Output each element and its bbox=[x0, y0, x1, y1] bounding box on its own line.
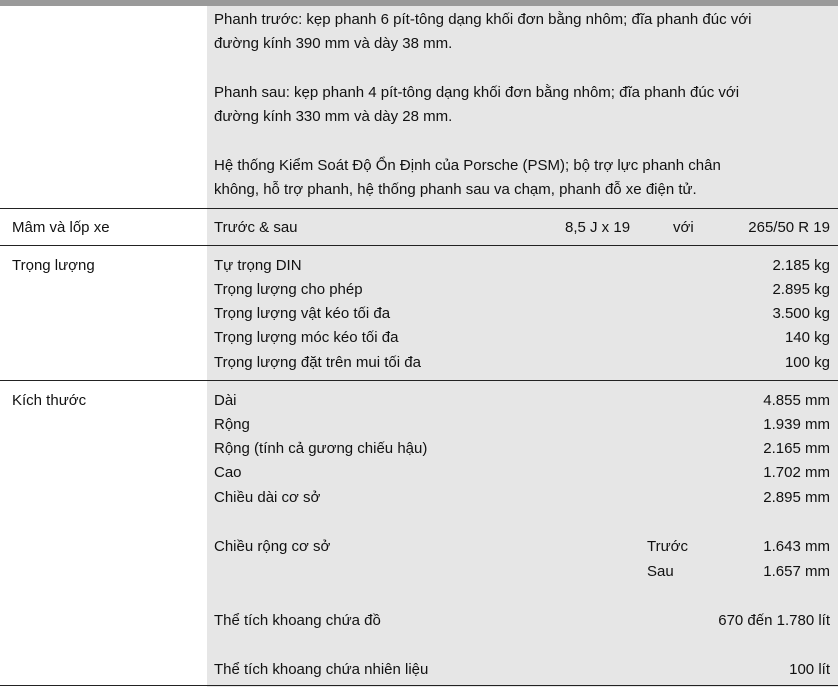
luggage-volume-label: Thể tích khoang chứa đồ bbox=[214, 612, 381, 629]
divider bbox=[0, 245, 838, 246]
weight-row-name: Trọng lượng vật kéo tối đa bbox=[214, 305, 391, 322]
wheels-label: Mâm và lốp xe bbox=[12, 219, 110, 236]
track-front-label: Trước bbox=[647, 538, 688, 555]
weight-row-value: 2.895 kg bbox=[772, 281, 830, 298]
weight-row-name: Trọng lượng đặt trên mui tối đa bbox=[214, 354, 421, 371]
track-width-label: Chiều rộng cơ sở bbox=[214, 538, 331, 555]
track-front-value: 1.643 mm bbox=[763, 538, 830, 555]
weight-row-value: 2.185 kg bbox=[772, 257, 830, 274]
brake-front-line-2: đường kính 390 mm và dày 38 mm. bbox=[214, 35, 453, 52]
divider bbox=[0, 380, 838, 381]
wheels-position: Trước & sau bbox=[214, 219, 298, 236]
brake-rear-line-2: đường kính 330 mm và dày 28 mm. bbox=[214, 108, 453, 125]
luggage-volume-value: 670 đến 1.780 lít bbox=[718, 612, 830, 629]
dimension-row-value: 2.165 mm bbox=[763, 440, 830, 457]
dimension-row-name: Rộng bbox=[214, 416, 250, 433]
dimension-row-name: Rộng (tính cả gương chiếu hậu) bbox=[214, 440, 428, 457]
weight-label: Trọng lượng bbox=[12, 257, 95, 274]
dimension-row-value: 2.895 mm bbox=[763, 489, 830, 506]
track-rear-value: 1.657 mm bbox=[763, 563, 830, 580]
divider bbox=[0, 685, 838, 686]
weight-row-name: Tự trọng DIN bbox=[214, 257, 302, 274]
weight-row-name: Trọng lượng móc kéo tối đa bbox=[214, 329, 399, 346]
wheels-tire: 265/50 R 19 bbox=[748, 219, 830, 236]
brake-rear-line-1: Phanh sau: kẹp phanh 4 pít-tông dạng khối đơn bằng nhôm; đĩa phanh đúc với bbox=[214, 84, 740, 101]
divider bbox=[0, 208, 838, 209]
brake-psm-line-1: Hệ thống Kiểm Soát Độ Ổn Định của Porsche (PSM); bộ trợ lực phanh chân bbox=[214, 157, 721, 174]
brake-front-line-1: Phanh trước: kẹp phanh 6 pít-tông dạng khối đơn bằng nhôm; đĩa phanh đúc với bbox=[214, 11, 752, 28]
dimension-row-name: Chiều dài cơ sở bbox=[214, 489, 321, 506]
dimension-row-name: Dài bbox=[214, 392, 237, 409]
track-rear-label: Sau bbox=[647, 563, 674, 580]
fuel-tank-value: 100 lít bbox=[789, 661, 830, 678]
weight-row-value: 100 kg bbox=[784, 354, 830, 371]
weight-row-value: 140 kg bbox=[784, 329, 830, 346]
dimension-row-name: Cao bbox=[214, 464, 242, 481]
dimension-row-value: 1.702 mm bbox=[763, 464, 830, 481]
dimension-row-value: 1.939 mm bbox=[763, 416, 830, 433]
dimensions-label: Kích thước bbox=[12, 392, 87, 409]
weight-row-name: Trọng lượng cho phép bbox=[214, 281, 363, 298]
wheels-with: với bbox=[673, 219, 694, 236]
brake-psm-line-2: không, hỗ trợ phanh, hệ thống phanh sau va chạm, phanh đỗ xe điện tử. bbox=[214, 181, 697, 198]
weight-row-value: 3.500 kg bbox=[772, 305, 830, 322]
fuel-tank-label: Thể tích khoang chứa nhiên liệu bbox=[214, 661, 429, 678]
dimension-row-value: 4.855 mm bbox=[763, 392, 830, 409]
wheels-rim: 8,5 J x 19 bbox=[565, 219, 631, 236]
